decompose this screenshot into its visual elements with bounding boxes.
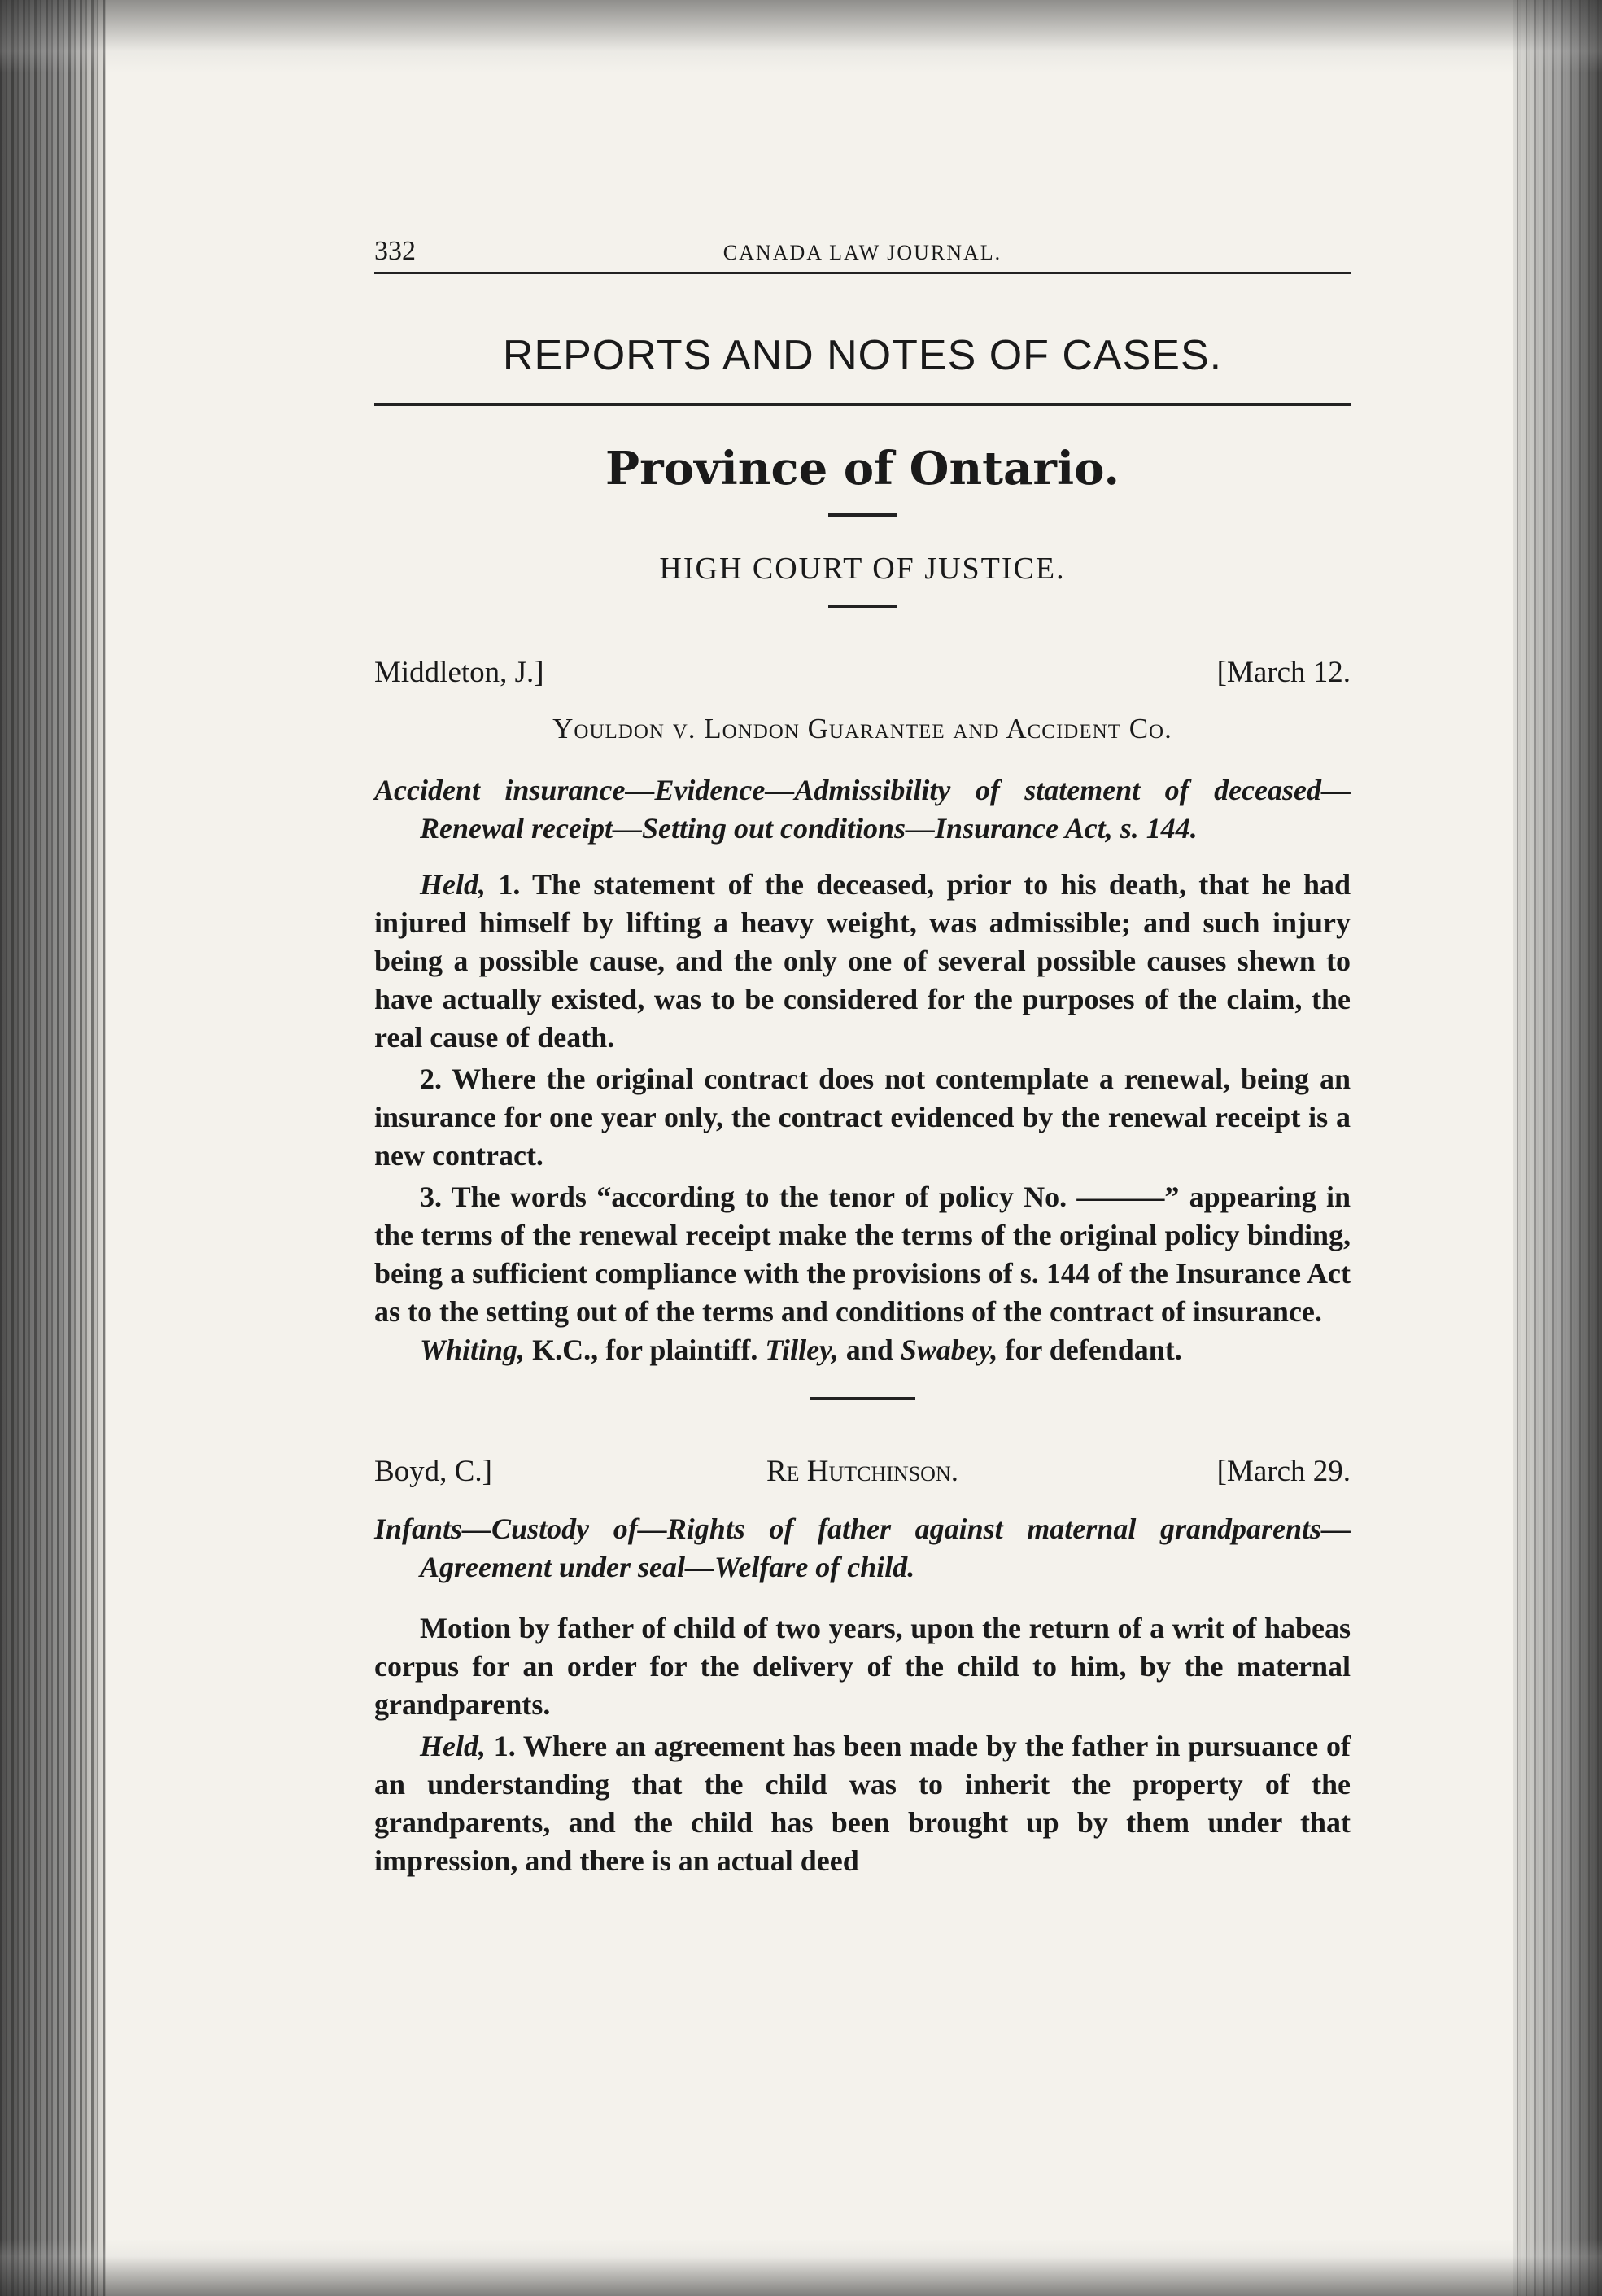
page-number: 332 (374, 236, 416, 266)
case1-judge: Middleton, J.] (374, 656, 544, 689)
section-title: REPORTS AND NOTES OF CASES. (502, 332, 1223, 379)
case2-catchwords: Infants—Custody of—Rights of father against maternal grandparents—Agreement under seal—Welfare of child. (374, 1512, 1351, 1583)
case2-motion: Motion by father of child of two years, upon the return of a writ of habeas corpus for an order for the delivery of the child to him, by the maternal grandparents. (374, 1612, 1351, 1721)
journal-title: CANADA LAW JOURNAL. (722, 241, 1002, 264)
case2-date: [March 29. (1216, 1455, 1351, 1488)
case1-judge-line (374, 655, 1351, 690)
case1-held-2: 2. Where the original contract does not contemplate a renewal, being an insurance for one year only, the contract evidenced by the renewal receipt is a new contract. (374, 1063, 1351, 1172)
journal-page (374, 236, 1351, 1880)
running-head (374, 236, 1351, 274)
scan-left-edge (0, 0, 106, 2296)
case2-held-1: Held, 1. Where an agreement has been made by the father in pursuance of an understanding that the child was to inherit the property of the grandparents, and the child has been brought up by them under that impression, and there is an actual deed (374, 1730, 1351, 1877)
case1-held-3: 3. The words “according to the tenor of policy No. ———” appearing in the terms of the renewal receipt make the terms of the original policy binding, being a sufficient compliance with the provisions of s. 144 of the Insurance Act as to the setting out of the terms and conditions of the contract of insurance. (374, 1181, 1351, 1328)
divider (828, 513, 897, 517)
scan-top-edge (0, 0, 1602, 73)
case-divider (810, 1397, 915, 1400)
case2-judge: Boyd, C.] (374, 1455, 492, 1488)
case2-title: Re Hutchinson. (766, 1455, 958, 1488)
case1-counsel: Whiting, K.C., for plaintiff. Tilley, and Swabey, for defendant. (420, 1334, 1182, 1366)
divider (828, 605, 897, 608)
case1-held-1: Held, 1. The statement of the deceased, prior to his death, that he had injured himself by lifting a heavy weight, was admissible; and such injury being a possible cause, and the only one of several possible causes shewn to have actually existed, was to be considered for the purposes of the claim, the real cause of death. (374, 868, 1351, 1054)
section-rule (374, 403, 1351, 406)
case2-judge-line (374, 1454, 1351, 1489)
case1-title: Youldon v. London Guarantee and Accident Co. (552, 713, 1172, 744)
scan-right-edge (1513, 0, 1602, 2296)
scan-bottom-edge (0, 2239, 1602, 2296)
case1-catchwords: Accident insurance—Evidence—Admissibility of statement of deceased—Renewal receipt—Setting out conditions—Insurance Act, s. 144. (374, 774, 1351, 845)
held-label: Held, (420, 868, 486, 901)
province-heading: Province of Ontario. (605, 442, 1120, 495)
case1-date: [March 12. (1216, 656, 1351, 689)
court-heading: HIGH COURT OF JUSTICE. (659, 552, 1066, 586)
